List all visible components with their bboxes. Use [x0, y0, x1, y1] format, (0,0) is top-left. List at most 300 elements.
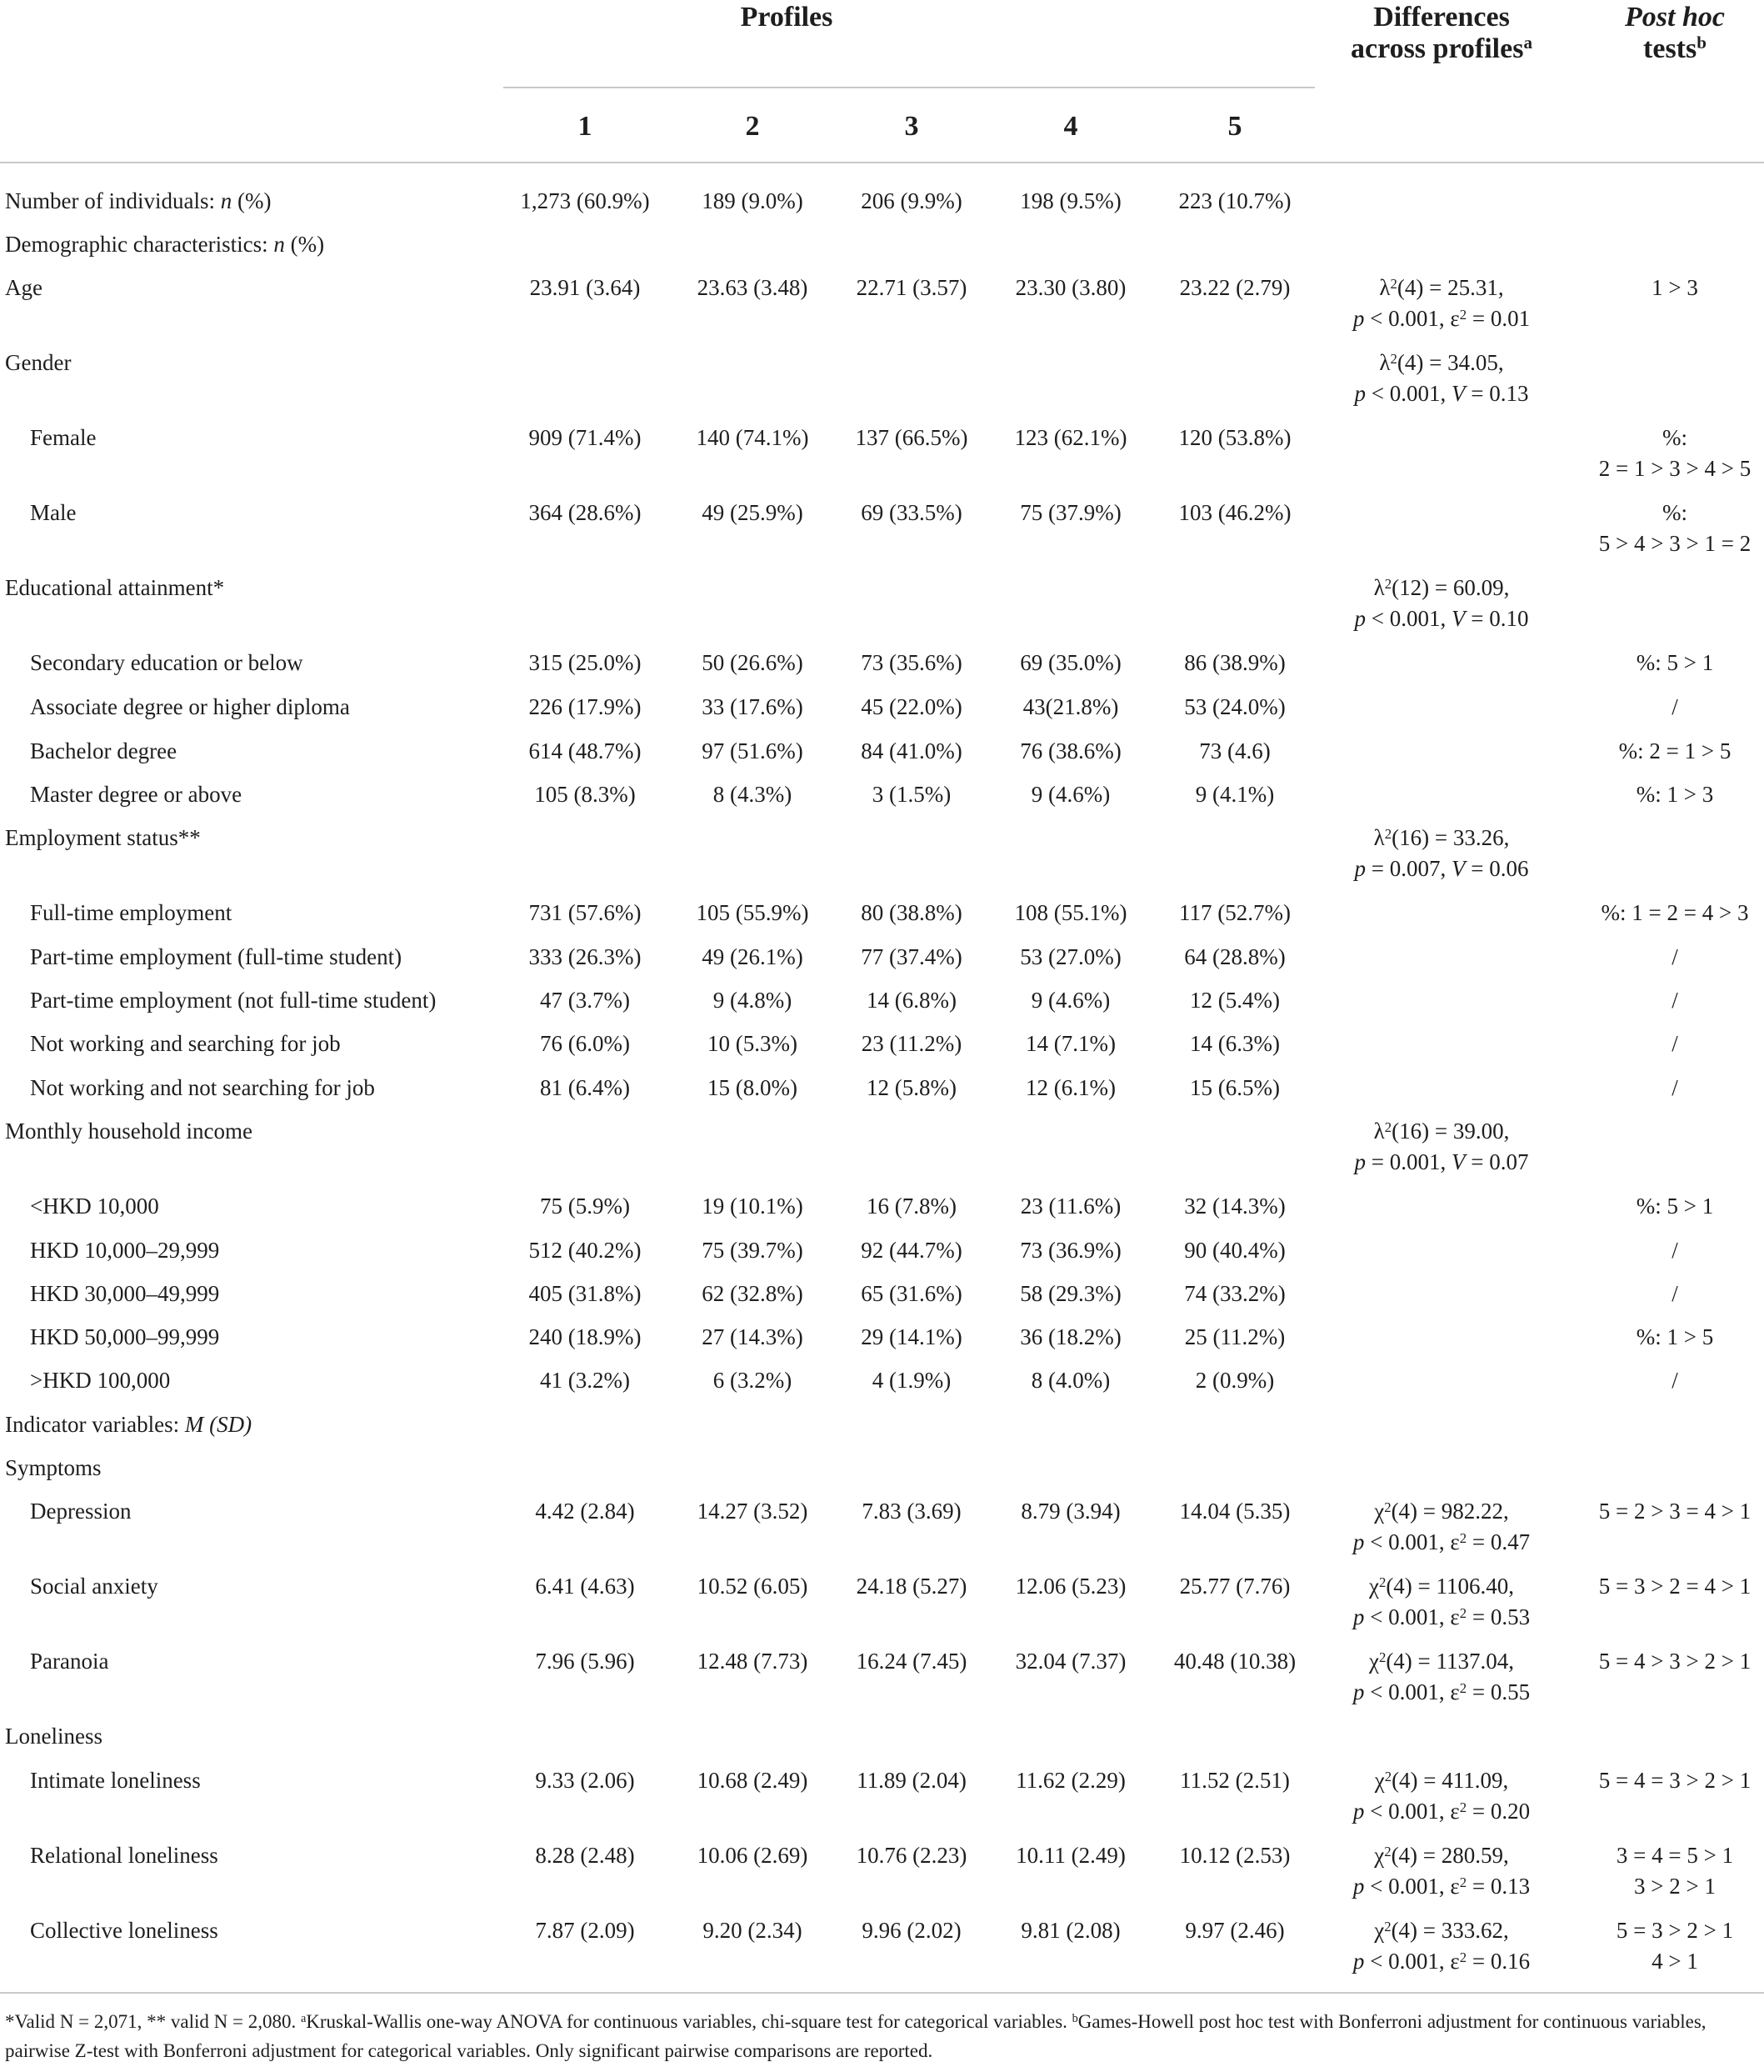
diff-superscript: 2 — [1384, 575, 1392, 592]
posthoc-line: 5 = 2 > 3 = 4 > 1 — [1598, 1499, 1752, 1524]
profile-1-value: 75 (5.9%) — [540, 1194, 630, 1219]
posthoc-cell — [1575, 1191, 1764, 1222]
p-value: < 0.001, ε — [1364, 306, 1460, 331]
diff-value: (12) = 60.09, — [1392, 575, 1510, 600]
row-label-text: Associate degree or higher diploma — [30, 694, 350, 719]
profile-5-value: 40.48 (10.38) — [1173, 1649, 1297, 1674]
row-label-text: Educational attainment* — [5, 575, 225, 600]
profile-3-value: 4 (1.9%) — [872, 1368, 952, 1393]
profile-4-value: 58 (29.3%) — [1020, 1281, 1122, 1306]
diff-value: (4) = 333.62, — [1391, 1918, 1509, 1943]
profile-4-value: 11.62 (2.29) — [1016, 1768, 1126, 1793]
diff-superscript: 2 — [1390, 350, 1397, 367]
row-label-text: Loneliness — [5, 1724, 102, 1749]
profile-5-value: 117 (52.7%) — [1179, 900, 1291, 925]
diff-statistic — [1275, 1646, 1608, 1677]
row-label-text: Not working and searching for job — [30, 1031, 341, 1056]
row-label — [5, 1116, 252, 1147]
bottom-rule — [0, 1992, 1764, 1994]
profile-4-value: 23.30 (3.80) — [1015, 275, 1127, 300]
profile-col-1: 1 — [577, 111, 592, 142]
p-value: < 0.001, ε — [1364, 1799, 1460, 1824]
posthoc-cell — [1575, 1840, 1764, 1902]
posthoc-cell — [1575, 1646, 1764, 1677]
p-value: < 0.001, ε — [1364, 1874, 1460, 1899]
row-label — [30, 423, 96, 453]
row-label — [30, 1028, 341, 1059]
profile-1-value: 333 (26.3%) — [528, 944, 642, 969]
diff-symbol: λ — [1379, 275, 1391, 300]
profile-5-value: 86 (38.9%) — [1184, 650, 1286, 675]
profile-5-value: 74 (33.2%) — [1184, 1281, 1286, 1306]
profile-1-value: 9.33 (2.06) — [535, 1768, 635, 1793]
posthoc-line: 3 = 4 = 5 > 1 — [1616, 1843, 1734, 1868]
p-value: < 0.001, ε — [1364, 1949, 1460, 1974]
profile-5-value: 90 (40.4%) — [1184, 1238, 1286, 1263]
differences-cell — [1275, 573, 1608, 634]
profile-5-value: 103 (46.2%) — [1178, 500, 1292, 525]
posthoc-cell — [1575, 692, 1764, 723]
profile-col-2: 2 — [745, 111, 760, 142]
profile-2-value: 10 (5.3%) — [707, 1031, 797, 1056]
row-label-text: HKD 30,000–49,999 — [30, 1281, 220, 1306]
profile-1-value: 405 (31.8%) — [528, 1281, 642, 1306]
profile-1-value: 364 (28.6%) — [528, 500, 642, 525]
profile-1-value: 23.91 (3.64) — [529, 275, 641, 300]
profile-2-value: 14.27 (3.52) — [697, 1499, 808, 1524]
profile-5-value: 12 (5.4%) — [1190, 988, 1280, 1013]
profile-col-3: 3 — [904, 111, 919, 142]
profile-4-value: 9 (4.6%) — [1031, 988, 1111, 1013]
diff-statistic — [1275, 573, 1608, 603]
diff-value: (4) = 1106.40, — [1386, 1574, 1515, 1599]
row-label-text: Employment status** — [5, 825, 201, 850]
profile-4-value: 9 (4.6%) — [1031, 782, 1111, 807]
posthoc-line: %: — [1662, 425, 1687, 450]
profile-1-value: 731 (57.6%) — [528, 900, 642, 925]
profile-5-value: 223 (10.7%) — [1178, 188, 1292, 213]
profile-1-value: 6.41 (4.63) — [535, 1574, 635, 1599]
diff-superscript: 2 — [1384, 1119, 1392, 1135]
diff-statistic — [1275, 273, 1608, 303]
diff-symbol: χ — [1374, 1843, 1385, 1868]
posthoc-header-line1: Post hoc — [1625, 2, 1725, 33]
profile-5-value: 9 (4.1%) — [1195, 782, 1275, 807]
row-label — [30, 985, 436, 1016]
effect-superscript: 2 — [1459, 1874, 1467, 1890]
profile-1-value: 47 (3.7%) — [540, 988, 630, 1013]
p-value: < 0.001, ε — [1364, 1679, 1460, 1704]
row-label-text: Part-time employment (not full-time student) — [30, 988, 437, 1013]
row-label-text: Female — [30, 425, 97, 450]
posthoc-cell — [1575, 898, 1764, 928]
profile-2-value: 140 (74.1%) — [696, 425, 809, 450]
posthoc-line: 4 > 1 — [1652, 1949, 1698, 1974]
diff-symbol: λ — [1373, 1119, 1385, 1144]
effect-size: = 0.55 — [1467, 1679, 1531, 1704]
effect-superscript: 2 — [1459, 1529, 1467, 1546]
profile-3-value: 16.24 (7.45) — [856, 1649, 967, 1674]
posthoc-cell — [1575, 942, 1764, 973]
row-label-text: Secondary education or below — [30, 650, 303, 675]
diff-value: (4) = 1137.04, — [1386, 1649, 1515, 1674]
profile-2-value: 12.48 (7.73) — [697, 1649, 808, 1674]
row-label — [30, 1191, 159, 1222]
profile-4-value: 14 (7.1%) — [1026, 1031, 1116, 1056]
profile-5-value: 10.12 (2.53) — [1179, 1843, 1291, 1868]
profile-3-value: 14 (6.8%) — [867, 988, 957, 1013]
effect-size: = 0.01 — [1467, 306, 1531, 331]
diff-value: (4) = 280.59, — [1391, 1843, 1509, 1868]
posthoc-line: / — [1672, 1281, 1678, 1306]
diff-pvalue — [1275, 853, 1608, 884]
profile-1-value: 512 (40.2%) — [528, 1238, 642, 1263]
profile-3-value: 7.83 (3.69) — [862, 1499, 962, 1524]
diff-pvalue — [1275, 1602, 1608, 1633]
profile-5-value: 14.04 (5.35) — [1179, 1499, 1291, 1524]
profile-5-value: 64 (28.8%) — [1184, 944, 1286, 969]
differences-cell — [1275, 1840, 1608, 1902]
profile-5-value: 73 (4.6) — [1199, 738, 1271, 763]
profile-2-value: 19 (10.1%) — [702, 1194, 803, 1219]
diff-superscript: 2 — [1384, 1499, 1392, 1515]
profile-3-value: 16 (7.8%) — [867, 1194, 957, 1219]
p-symbol: p — [1352, 1949, 1365, 1974]
differences-header-line2: across profiles$^a$ — [1351, 33, 1532, 64]
v-symbol: V — [1452, 606, 1466, 631]
row-label-text: Gender — [5, 350, 72, 375]
row-label — [5, 573, 224, 603]
profile-3-value: 45 (22.0%) — [861, 694, 962, 719]
row-label — [30, 1073, 375, 1104]
profile-2-value: 62 (32.8%) — [702, 1281, 803, 1306]
p-symbol: p — [1352, 1799, 1365, 1824]
diff-symbol: λ — [1373, 575, 1385, 600]
diff-statistic — [1275, 1116, 1608, 1147]
profiles-header: Profiles — [740, 2, 833, 33]
differences-cell — [1275, 1116, 1608, 1178]
p-value: < 0.001, — [1366, 606, 1452, 631]
diff-symbol: λ — [1379, 350, 1391, 375]
profile-4-value: 32.04 (7.37) — [1015, 1649, 1127, 1674]
row-label — [30, 1840, 218, 1871]
diff-superscript: 2 — [1378, 1649, 1387, 1665]
profile-5-value: 11.52 (2.51) — [1180, 1768, 1290, 1793]
profile-1-value: 7.87 (2.09) — [535, 1918, 635, 1943]
profile-4-value: 10.11 (2.49) — [1016, 1843, 1126, 1868]
row-label-text: Demographic characteristics: — [5, 232, 274, 257]
diff-statistic — [1275, 348, 1608, 378]
effect-superscript: 2 — [1459, 1679, 1467, 1696]
row-label-text: Not working and not searching for job — [30, 1075, 375, 1100]
diff-superscript: 2 — [1378, 1574, 1387, 1590]
row-label — [5, 1453, 102, 1484]
profile-5-value: 32 (14.3%) — [1184, 1194, 1286, 1219]
effect-size: = 0.06 — [1465, 856, 1529, 881]
profile-1-value: 76 (6.0%) — [540, 1031, 630, 1056]
profile-5-value: 53 (24.0%) — [1184, 694, 1286, 719]
profile-5-value: 14 (6.3%) — [1190, 1031, 1280, 1056]
row-label — [30, 1915, 218, 1946]
profile-3-value: 10.76 (2.23) — [856, 1843, 967, 1868]
profile-2-value: 10.52 (6.05) — [697, 1574, 808, 1599]
row-label-text: Indicator variables: — [5, 1412, 185, 1437]
posthoc-line: 5 = 4 > 3 > 2 > 1 — [1598, 1649, 1752, 1674]
row-label-suffix: (%) — [232, 188, 272, 213]
differences-cell — [1275, 348, 1608, 409]
profile-col-5: 5 — [1227, 111, 1242, 142]
profile-1-value: 8.28 (2.48) — [535, 1843, 635, 1868]
differences-cell — [1275, 273, 1608, 334]
profile-2-value: 97 (51.6%) — [702, 738, 803, 763]
diff-value: (4) = 25.31, — [1397, 275, 1504, 300]
row-label — [30, 1496, 131, 1527]
row-label-text: Age — [5, 275, 42, 300]
diff-pvalue — [1275, 1946, 1608, 1977]
diff-superscript: 2 — [1384, 1918, 1392, 1934]
posthoc-cell — [1575, 1322, 1764, 1353]
diff-statistic — [1275, 1915, 1608, 1946]
table-footnote: *Valid N = 2,071, ** valid N = 2,080. $^a$Kruskal-Wallis one-way ANOVA for continuous variables, chi-square test for categorical variables. $^b$Games-Howell post hoc test with Bonferroni adjustment for continuous variables, pairwise Z-test with Bonferroni adjustment for categorical variables. Only significant pairwise comparisons are reported. — [5, 2011, 1707, 2061]
posthoc-line: 1 > 3 — [1652, 275, 1698, 300]
row-label — [30, 1322, 219, 1353]
v-symbol: V — [1452, 381, 1466, 406]
profile-5-value: 9.97 (2.46) — [1185, 1918, 1285, 1943]
posthoc-cell — [1575, 779, 1764, 810]
profile-3-value: 92 (44.7%) — [861, 1238, 962, 1263]
posthoc-line: / — [1672, 1075, 1678, 1100]
posthoc-cell — [1575, 1765, 1764, 1796]
profile-5-value: 120 (53.8%) — [1178, 425, 1292, 450]
differences-header-line1: Differences — [1373, 2, 1510, 33]
row-label — [30, 1279, 219, 1309]
profile-2-value: 15 (8.0%) — [707, 1075, 797, 1100]
row-label-text: Symptoms — [5, 1455, 102, 1480]
effect-size: = 0.20 — [1467, 1799, 1531, 1824]
profile-3-value: 23 (11.2%) — [861, 1031, 962, 1056]
profile-1-value: 226 (17.9%) — [528, 694, 642, 719]
profile-4-value: 36 (18.2%) — [1020, 1324, 1122, 1349]
profile-3-value: 3 (1.5%) — [872, 782, 952, 807]
row-label-text: Social anxiety — [30, 1574, 158, 1599]
posthoc-line: %: 1 > 3 — [1636, 782, 1714, 807]
diff-statistic — [1275, 823, 1608, 853]
diff-symbol: χ — [1374, 1499, 1385, 1524]
profile-5-value: 25.77 (7.76) — [1179, 1574, 1291, 1599]
diff-symbol: χ — [1374, 1768, 1385, 1793]
effect-size: = 0.53 — [1467, 1604, 1531, 1629]
p-value: < 0.001, ε — [1364, 1529, 1460, 1554]
diff-pvalue — [1275, 1147, 1608, 1178]
posthoc-cell — [1575, 423, 1764, 484]
row-label-italic: M (SD) — [184, 1412, 252, 1437]
row-label-text: Intimate loneliness — [30, 1768, 201, 1793]
diff-pvalue — [1275, 1796, 1608, 1827]
posthoc-cell — [1575, 498, 1764, 559]
row-label — [30, 648, 303, 678]
profile-2-value: 9.20 (2.34) — [702, 1918, 802, 1943]
diff-pvalue — [1275, 1527, 1608, 1558]
profile-4-value: 108 (55.1%) — [1014, 900, 1127, 925]
profile-2-value: 23.63 (3.48) — [697, 275, 808, 300]
row-label — [30, 779, 242, 810]
profile-3-value: 69 (33.5%) — [861, 500, 962, 525]
posthoc-line: / — [1672, 694, 1678, 719]
effect-superscript: 2 — [1459, 1799, 1467, 1815]
posthoc-line: 3 > 2 > 1 — [1634, 1874, 1716, 1899]
row-label-text: Part-time employment (full-time student) — [30, 944, 402, 969]
row-label-text: Male — [30, 500, 77, 525]
posthoc-line: / — [1672, 1238, 1678, 1263]
row-label — [5, 229, 324, 260]
row-label-italic: n — [273, 232, 285, 257]
row-label — [30, 942, 402, 973]
p-symbol: p — [1352, 306, 1365, 331]
row-label — [30, 1235, 219, 1266]
row-label — [30, 1646, 108, 1677]
posthoc-line: %: 5 > 1 — [1636, 650, 1714, 675]
profile-4-value: 8.79 (3.94) — [1021, 1499, 1121, 1524]
posthoc-cell — [1575, 736, 1764, 767]
diff-value: (16) = 33.26, — [1392, 825, 1510, 850]
diff-pvalue — [1275, 603, 1608, 634]
row-label-italic: n — [220, 188, 232, 213]
profile-2-value: 189 (9.0%) — [702, 188, 803, 213]
profile-1-value: 614 (48.7%) — [528, 738, 642, 763]
posthoc-line: / — [1672, 1031, 1678, 1056]
profile-3-value: 22.71 (3.57) — [856, 275, 967, 300]
diff-symbol: χ — [1368, 1574, 1379, 1599]
diff-superscript: 2 — [1390, 275, 1397, 292]
differences-cell — [1275, 1915, 1608, 1977]
p-symbol: p — [1354, 606, 1367, 631]
profiles-underline — [503, 87, 1315, 88]
posthoc-cell — [1575, 1915, 1764, 1977]
profile-3-value: 137 (66.5%) — [855, 425, 968, 450]
profile-1-value: 315 (25.0%) — [528, 650, 642, 675]
row-label-text: >HKD 100,000 — [30, 1368, 171, 1393]
p-symbol: p — [1354, 381, 1367, 406]
profile-4-value: 9.81 (2.08) — [1021, 1918, 1121, 1943]
row-label — [5, 348, 71, 378]
differences-cell — [1275, 1496, 1608, 1558]
row-label — [5, 273, 42, 303]
profile-4-value: 123 (62.1%) — [1014, 425, 1127, 450]
effect-superscript: 2 — [1459, 1604, 1467, 1621]
posthoc-line: / — [1672, 988, 1678, 1013]
row-label — [5, 186, 271, 217]
profile-2-value: 8 (4.3%) — [712, 782, 792, 807]
diff-statistic — [1275, 1765, 1608, 1796]
profile-1-value: 81 (6.4%) — [540, 1075, 630, 1100]
posthoc-cell — [1575, 1365, 1764, 1396]
row-label — [30, 1365, 170, 1396]
posthoc-cell — [1575, 1571, 1764, 1602]
diff-symbol: χ — [1368, 1649, 1379, 1674]
posthoc-cell — [1575, 273, 1764, 303]
row-label-text: Relational loneliness — [30, 1843, 218, 1868]
posthoc-line: %: 5 > 1 — [1636, 1194, 1714, 1219]
diff-symbol: χ — [1374, 1918, 1385, 1943]
profile-4-value: 75 (37.9%) — [1020, 500, 1122, 525]
profile-1-value: 909 (71.4%) — [528, 425, 642, 450]
profile-col-4: 4 — [1063, 111, 1078, 142]
posthoc-cell — [1575, 985, 1764, 1016]
diff-pvalue — [1275, 378, 1608, 409]
diff-superscript: 2 — [1384, 1768, 1392, 1784]
differences-header — [1275, 2, 1608, 65]
diff-value: (4) = 34.05, — [1397, 350, 1504, 375]
p-symbol: p — [1354, 856, 1367, 881]
v-symbol: V — [1452, 856, 1466, 881]
profile-5-value: 2 (0.9%) — [1195, 1368, 1275, 1393]
row-label — [5, 823, 201, 853]
row-label — [30, 736, 177, 767]
diff-superscript: 2 — [1384, 1843, 1392, 1859]
posthoc-cell — [1575, 1073, 1764, 1104]
profile-5-value: 15 (6.5%) — [1190, 1075, 1280, 1100]
diff-statistic — [1275, 1840, 1608, 1871]
posthoc-line: %: — [1662, 500, 1687, 525]
diff-symbol: λ — [1373, 825, 1385, 850]
effect-superscript: 2 — [1459, 306, 1467, 323]
row-label-text: Master degree or above — [30, 782, 242, 807]
diff-statistic — [1275, 1571, 1608, 1602]
row-label — [5, 1721, 102, 1752]
row-label — [30, 1571, 158, 1602]
effect-superscript: 2 — [1459, 1949, 1467, 1965]
profile-4-value: 73 (36.9%) — [1020, 1238, 1122, 1263]
profile-2-value: 6 (3.2%) — [712, 1368, 792, 1393]
p-symbol: p — [1354, 1149, 1367, 1174]
posthoc-line: %: 1 = 2 = 4 > 3 — [1601, 900, 1749, 925]
row-label-text: Paranoia — [30, 1649, 109, 1674]
profile-3-value: 73 (35.6%) — [861, 650, 962, 675]
profile-4-value: 76 (38.6%) — [1020, 738, 1122, 763]
p-value: = 0.001, — [1366, 1149, 1452, 1174]
p-symbol: p — [1352, 1679, 1365, 1704]
row-label-text: Collective loneliness — [30, 1918, 218, 1943]
p-value: < 0.001, ε — [1364, 1604, 1460, 1629]
row-label-suffix: (%) — [284, 232, 325, 257]
posthoc-line: %: 1 > 5 — [1636, 1324, 1714, 1349]
profile-3-value: 24.18 (5.27) — [856, 1574, 967, 1599]
profile-4-value: 53 (27.0%) — [1020, 944, 1122, 969]
row-label-text: Monthly household income — [5, 1119, 252, 1144]
posthoc-header-line2: tests$^b$ — [1643, 33, 1707, 64]
diff-statistic — [1275, 1496, 1608, 1527]
p-value: < 0.001, — [1366, 381, 1452, 406]
row-label-text: <HKD 10,000 — [30, 1194, 159, 1219]
profile-3-value: 206 (9.9%) — [861, 188, 962, 213]
profile-2-value: 10.68 (2.49) — [697, 1768, 808, 1793]
profile-2-value: 49 (25.9%) — [702, 500, 803, 525]
effect-size: = 0.13 — [1465, 381, 1529, 406]
profile-3-value: 9.96 (2.02) — [862, 1918, 962, 1943]
profile-5-value: 23.22 (2.79) — [1179, 275, 1291, 300]
profile-3-value: 84 (41.0%) — [861, 738, 962, 763]
diff-pvalue — [1275, 1871, 1608, 1902]
profile-1-value: 41 (3.2%) — [540, 1368, 630, 1393]
profile-4-value: 12.06 (5.23) — [1015, 1574, 1127, 1599]
posthoc-line: 2 = 1 > 3 > 4 > 5 — [1598, 456, 1752, 481]
posthoc-cell — [1575, 1279, 1764, 1309]
posthoc-cell — [1575, 1028, 1764, 1059]
posthoc-line: %: 2 = 1 > 5 — [1618, 738, 1732, 763]
p-value: = 0.007, — [1366, 856, 1452, 881]
profile-4-value: 23 (11.6%) — [1020, 1194, 1122, 1219]
profile-3-value: 65 (31.6%) — [861, 1281, 962, 1306]
